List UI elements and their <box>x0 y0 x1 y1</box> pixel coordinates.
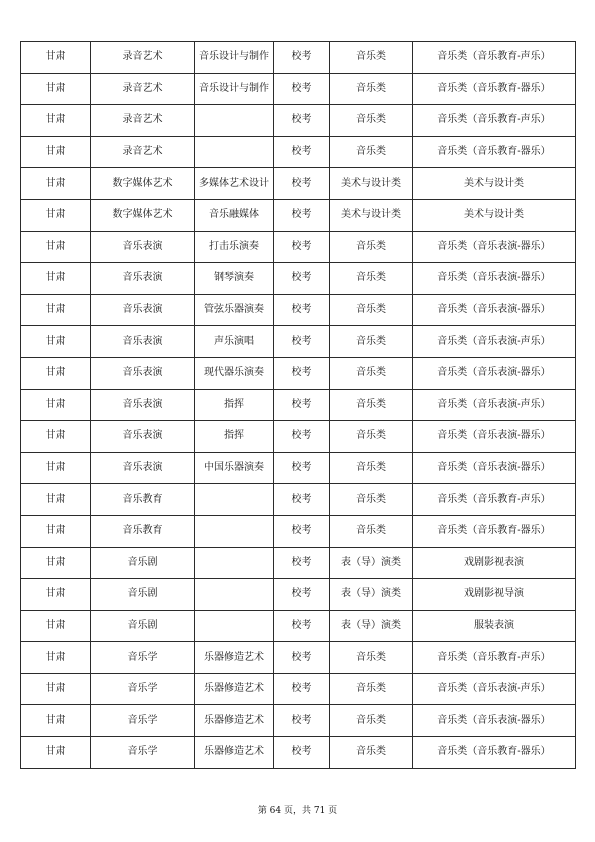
major-cell: 音乐表演 <box>91 263 195 295</box>
table-body <box>21 42 576 769</box>
table-row <box>21 515 576 547</box>
subcategory-cell: 音乐类（音乐表演-器乐） <box>413 357 576 389</box>
category-cell: 表（导）演类 <box>330 610 413 642</box>
table-row <box>21 547 576 579</box>
category-cell: 音乐类 <box>330 642 413 674</box>
table-row <box>21 231 576 263</box>
category-cell: 美术与设计类 <box>330 168 413 200</box>
major-cell: 音乐表演 <box>91 231 195 263</box>
major-cell: 音乐剧 <box>91 547 195 579</box>
direction-cell: 打击乐演奏 <box>195 231 274 263</box>
exam-type-cell: 校考 <box>274 642 330 674</box>
subcategory-cell: 戏剧影视表演 <box>413 547 576 579</box>
province-cell: 甘肃 <box>21 547 91 579</box>
data-table <box>20 41 576 769</box>
major-cell: 数字媒体艺术 <box>91 199 195 231</box>
province-cell: 甘肃 <box>21 421 91 453</box>
major-cell: 音乐表演 <box>91 389 195 421</box>
subcategory-cell: 音乐类（音乐表演-声乐） <box>413 673 576 705</box>
exam-type-cell: 校考 <box>274 421 330 453</box>
table-row <box>21 199 576 231</box>
table-row <box>21 263 576 295</box>
direction-cell <box>195 515 274 547</box>
exam-type-cell: 校考 <box>274 452 330 484</box>
exam-type-cell: 校考 <box>274 705 330 737</box>
category-cell: 音乐类 <box>330 705 413 737</box>
subcategory-cell: 音乐类（音乐教育-声乐） <box>413 484 576 516</box>
province-cell: 甘肃 <box>21 73 91 105</box>
direction-cell: 音乐设计与制作 <box>195 42 274 74</box>
category-cell: 音乐类 <box>330 673 413 705</box>
major-cell: 录音艺术 <box>91 73 195 105</box>
table-row <box>21 294 576 326</box>
exam-type-cell: 校考 <box>274 105 330 137</box>
direction-cell: 钢琴演奏 <box>195 263 274 295</box>
direction-cell: 音乐设计与制作 <box>195 73 274 105</box>
table-row <box>21 389 576 421</box>
major-cell: 音乐学 <box>91 705 195 737</box>
direction-cell: 现代器乐演奏 <box>195 357 274 389</box>
province-cell: 甘肃 <box>21 705 91 737</box>
page-number-footer: 第 64 页，共 71 页 <box>257 806 338 816</box>
table-row <box>21 326 576 358</box>
exam-type-cell: 校考 <box>274 547 330 579</box>
table-row <box>21 610 576 642</box>
exam-type-cell: 校考 <box>274 73 330 105</box>
document-page <box>20 41 575 769</box>
subcategory-cell: 音乐类（音乐教育-声乐） <box>413 642 576 674</box>
province-cell: 甘肃 <box>21 610 91 642</box>
direction-cell: 乐器修造艺术 <box>195 673 274 705</box>
subcategory-cell: 音乐类（音乐教育-声乐） <box>413 105 576 137</box>
direction-cell: 中国乐器演奏 <box>195 452 274 484</box>
direction-cell <box>195 579 274 611</box>
direction-cell: 多媒体艺术设计 <box>195 168 274 200</box>
subcategory-cell: 音乐类（音乐表演-声乐） <box>413 326 576 358</box>
table-row <box>21 73 576 105</box>
subcategory-cell: 音乐类（音乐教育-器乐） <box>413 515 576 547</box>
direction-cell: 管弦乐器演奏 <box>195 294 274 326</box>
direction-cell: 音乐融媒体 <box>195 199 274 231</box>
major-cell: 音乐学 <box>91 737 195 769</box>
category-cell: 表（导）演类 <box>330 547 413 579</box>
table-row <box>21 136 576 168</box>
table-row <box>21 579 576 611</box>
province-cell: 甘肃 <box>21 484 91 516</box>
table-row <box>21 168 576 200</box>
province-cell: 甘肃 <box>21 42 91 74</box>
category-cell: 音乐类 <box>330 357 413 389</box>
province-cell: 甘肃 <box>21 231 91 263</box>
direction-cell: 乐器修造艺术 <box>195 705 274 737</box>
exam-type-cell: 校考 <box>274 610 330 642</box>
subcategory-cell: 服装表演 <box>413 610 576 642</box>
subcategory-cell: 美术与设计类 <box>413 168 576 200</box>
category-cell: 音乐类 <box>330 421 413 453</box>
direction-cell: 乐器修造艺术 <box>195 737 274 769</box>
province-cell: 甘肃 <box>21 199 91 231</box>
table-row <box>21 452 576 484</box>
subcategory-cell: 音乐类（音乐表演-器乐） <box>413 421 576 453</box>
exam-type-cell: 校考 <box>274 484 330 516</box>
subcategory-cell: 音乐类（音乐表演-器乐） <box>413 294 576 326</box>
category-cell: 音乐类 <box>330 737 413 769</box>
province-cell: 甘肃 <box>21 452 91 484</box>
table-row <box>21 642 576 674</box>
major-cell: 音乐教育 <box>91 515 195 547</box>
table-row <box>21 42 576 74</box>
direction-cell <box>195 547 274 579</box>
exam-type-cell: 校考 <box>274 231 330 263</box>
subcategory-cell: 音乐类（音乐表演-器乐） <box>413 452 576 484</box>
table-row <box>21 105 576 137</box>
major-cell: 音乐教育 <box>91 484 195 516</box>
province-cell: 甘肃 <box>21 105 91 137</box>
exam-type-cell: 校考 <box>274 389 330 421</box>
province-cell: 甘肃 <box>21 168 91 200</box>
major-cell: 音乐表演 <box>91 326 195 358</box>
subcategory-cell: 音乐类（音乐教育-器乐） <box>413 73 576 105</box>
table-row <box>21 737 576 769</box>
category-cell: 音乐类 <box>330 136 413 168</box>
subcategory-cell: 音乐类（音乐教育-器乐） <box>413 737 576 769</box>
exam-type-cell: 校考 <box>274 737 330 769</box>
category-cell: 美术与设计类 <box>330 199 413 231</box>
category-cell: 音乐类 <box>330 231 413 263</box>
exam-type-cell: 校考 <box>274 357 330 389</box>
category-cell: 音乐类 <box>330 105 413 137</box>
exam-type-cell: 校考 <box>274 326 330 358</box>
direction-cell <box>195 136 274 168</box>
subcategory-cell: 音乐类（音乐表演-声乐） <box>413 389 576 421</box>
subcategory-cell: 音乐类（音乐表演-器乐） <box>413 705 576 737</box>
category-cell: 音乐类 <box>330 515 413 547</box>
exam-type-cell: 校考 <box>274 294 330 326</box>
category-cell: 音乐类 <box>330 294 413 326</box>
exam-type-cell: 校考 <box>274 136 330 168</box>
subcategory-cell: 音乐类（音乐表演-器乐） <box>413 231 576 263</box>
province-cell: 甘肃 <box>21 136 91 168</box>
table-row <box>21 705 576 737</box>
category-cell: 音乐类 <box>330 484 413 516</box>
major-cell: 音乐表演 <box>91 452 195 484</box>
table-row <box>21 673 576 705</box>
province-cell: 甘肃 <box>21 357 91 389</box>
province-cell: 甘肃 <box>21 579 91 611</box>
table-row <box>21 357 576 389</box>
province-cell: 甘肃 <box>21 326 91 358</box>
subcategory-cell: 音乐类（音乐教育-器乐） <box>413 136 576 168</box>
direction-cell: 指挥 <box>195 421 274 453</box>
province-cell: 甘肃 <box>21 642 91 674</box>
direction-cell <box>195 105 274 137</box>
exam-type-cell: 校考 <box>274 168 330 200</box>
category-cell: 音乐类 <box>330 326 413 358</box>
direction-cell: 乐器修造艺术 <box>195 642 274 674</box>
major-cell: 录音艺术 <box>91 42 195 74</box>
exam-type-cell: 校考 <box>274 673 330 705</box>
direction-cell <box>195 484 274 516</box>
major-cell: 录音艺术 <box>91 105 195 137</box>
province-cell: 甘肃 <box>21 737 91 769</box>
major-cell: 音乐表演 <box>91 294 195 326</box>
province-cell: 甘肃 <box>21 263 91 295</box>
exam-type-cell: 校考 <box>274 42 330 74</box>
subcategory-cell: 戏剧影视导演 <box>413 579 576 611</box>
subcategory-cell: 音乐类（音乐教育-声乐） <box>413 42 576 74</box>
major-cell: 音乐表演 <box>91 357 195 389</box>
major-cell: 音乐剧 <box>91 579 195 611</box>
exam-type-cell: 校考 <box>274 199 330 231</box>
subcategory-cell: 美术与设计类 <box>413 199 576 231</box>
exam-type-cell: 校考 <box>274 263 330 295</box>
table-row <box>21 421 576 453</box>
category-cell: 音乐类 <box>330 263 413 295</box>
direction-cell: 指挥 <box>195 389 274 421</box>
category-cell: 表（导）演类 <box>330 579 413 611</box>
exam-type-cell: 校考 <box>274 515 330 547</box>
province-cell: 甘肃 <box>21 673 91 705</box>
category-cell: 音乐类 <box>330 452 413 484</box>
major-cell: 音乐学 <box>91 673 195 705</box>
subcategory-cell: 音乐类（音乐表演-器乐） <box>413 263 576 295</box>
direction-cell <box>195 610 274 642</box>
province-cell: 甘肃 <box>21 389 91 421</box>
major-cell: 音乐表演 <box>91 421 195 453</box>
category-cell: 音乐类 <box>330 42 413 74</box>
major-cell: 数字媒体艺术 <box>91 168 195 200</box>
major-cell: 音乐剧 <box>91 610 195 642</box>
direction-cell: 声乐演唱 <box>195 326 274 358</box>
province-cell: 甘肃 <box>21 515 91 547</box>
major-cell: 音乐学 <box>91 642 195 674</box>
exam-type-cell: 校考 <box>274 579 330 611</box>
table-row <box>21 484 576 516</box>
category-cell: 音乐类 <box>330 73 413 105</box>
major-cell: 录音艺术 <box>91 136 195 168</box>
category-cell: 音乐类 <box>330 389 413 421</box>
province-cell: 甘肃 <box>21 294 91 326</box>
